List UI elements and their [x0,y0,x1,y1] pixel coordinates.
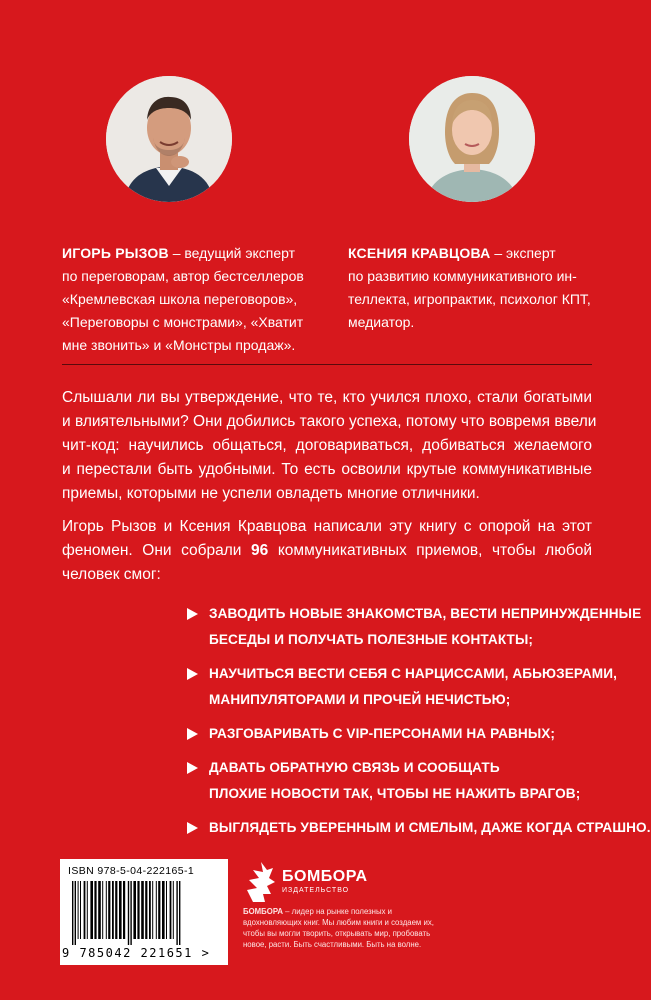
barcode-bar [145,881,147,939]
publisher-desc-text: – лидер на рынке полезных и вдохновляющих книг. Мы любим книги и создаем их, чтобы вы могли творить, открывать мир, пробовать новое, расти. Быть счастливыми. Быть на волне. [243,907,434,949]
barcode-bar [166,881,167,939]
barcode-bar [108,881,110,939]
barcode-bars [72,881,218,945]
list-item-text: ПЛОХИЕ НОВОСТИ ТАК, ЧТОБЫ НЕ НАЖИТЬ ВРАГОВ; [209,786,581,801]
intro-line: приемы, которыми не успели овладеть многие отличники. [62,485,480,502]
bullet-triangle-icon [187,728,198,740]
barcode-bar [84,881,86,939]
intro-paragraph [62,386,597,506]
list-item [187,815,651,841]
list-item-text: БЕСЕДЫ И ПОЛУЧАТЬ ПОЛЕЗНЫЕ КОНТАКТЫ; [209,632,534,647]
isbn-barcode [60,859,228,965]
barcode-bar [152,881,153,939]
barcode-bar [149,881,151,939]
techniques-count: 96 [251,542,269,559]
barcode-bar [123,881,125,939]
barcode-bar [128,881,129,945]
barcode-digits: 9 785042 221651 > [62,946,211,960]
author-bio-igor [62,242,304,357]
man-portrait-icon [106,76,232,202]
bio-line: мне звонить» и «Монстры продаж». [62,337,296,353]
bio-line: теллекта, игропрактик, психолог КПТ, [348,291,591,307]
barcode-bar [173,881,174,939]
bio-line: по развитию коммуникативного ин- [348,268,577,284]
list-item-text: НАУЧИТЬСЯ ВЕСТИ СЕБЯ С НАРЦИССАМИ, АБЬЮЗЕРАМИ, [209,666,617,681]
author-name-igor: ИГОРЬ РЫЗОВ [62,245,169,261]
bullet-triangle-icon [187,668,198,680]
barcode-bar [78,881,79,939]
author-photo-ksenia [409,76,535,202]
barcode-bar [176,881,177,945]
barcode-bar [141,881,144,939]
author-photo-igor [106,76,232,202]
intro-line: Слышали ли вы утверждение, что те, кто учился плохо, стали богатыми [62,389,592,406]
barcode-bar [112,881,114,939]
barcode-bar [106,881,107,939]
barcode-bar [130,881,131,945]
section-divider [62,364,592,365]
barcode-bar [87,881,88,939]
intro-line: и перестали быть удобными. То есть освоили крутые коммуникативные [62,461,592,478]
second-line [62,539,592,563]
list-item-text: ДАВАТЬ ОБРАТНУЮ СВЯЗЬ И СООБЩАТЬ [209,760,500,775]
list-item-text: МАНИПУЛЯТОРАМИ И ПРОЧЕЙ НЕЧИСТЬЮ; [209,692,511,707]
list-item-text: ЗАВОДИТЬ НОВЫЕ ЗНАКОМСТВА, ВЕСТИ НЕПРИНУЖДЕННЫЕ [209,606,642,621]
list-item [187,755,607,807]
list-item-text: ВЫГЛЯДЕТЬ УВЕРЕННЫМ И СМЕЛЫМ, ДАЖЕ КОГДА СТРАШНО. [209,820,651,835]
barcode-bar [98,881,101,939]
second-line: человек смог: [62,566,161,583]
barcode-bar [115,881,117,939]
bullet-triangle-icon [187,822,198,834]
barcode-bar [80,881,81,939]
second-line-part: коммуникативных приемов, чтобы любой [268,542,592,559]
bio-line: по переговорам, автор бестселлеров [62,268,304,284]
woman-portrait-icon [409,76,535,202]
bullet-triangle-icon [187,762,198,774]
list-item [187,721,607,747]
list-item [187,601,642,653]
intro-line: и влиятельными? Они добились такого успеха, потому что вовремя ввели [62,413,597,430]
bio-line: медиатор. [348,314,415,330]
list-item [187,661,617,713]
bio-line: – эксперт [494,245,556,261]
barcode-bar [72,881,73,945]
barcode-bar [179,881,180,945]
bio-line: – ведущий эксперт [172,245,296,261]
barcode-bar [158,881,160,939]
second-line: Игорь Рызов и Ксения Кравцова написали эту книгу с опорой на этот [62,518,592,535]
bullet-triangle-icon [187,608,198,620]
publisher-subtitle: ИЗДАТЕЛЬСТВО [282,887,350,894]
barcode-bar [102,881,103,939]
barcode-bar [119,881,122,939]
skills-list [187,601,651,841]
isbn-text: ISBN 978-5-04-222165-1 [68,865,195,877]
bomb-logo-icon [243,858,277,902]
second-paragraph [62,515,592,587]
barcode-bar [170,881,172,939]
bio-line: «Кремлевская школа переговоров», [62,291,298,307]
intro-line: чит-код: научились общаться, договариваться, добиваться желаемого [62,437,592,454]
barcode-bar [162,881,165,939]
bio-line: «Переговоры с монстрами», «Хватит [62,314,304,330]
author-bio-ksenia [348,242,591,334]
publisher-name: БОМБОРА [282,868,368,885]
barcode-bar [133,881,136,939]
barcode-bar [156,881,157,939]
list-item-text: РАЗГОВАРИВАТЬ С VIP-ПЕРСОНАМИ НА РАВНЫХ; [209,726,556,741]
second-line-part: феномен. Они собрали [62,542,252,559]
barcode-bar [90,881,93,939]
barcode-bar [137,881,139,939]
publisher-desc-lead: БОМБОРА [243,907,283,916]
barcode-bar [94,881,96,939]
publisher-description [243,906,443,950]
author-name-ksenia: КСЕНИЯ КРАВЦОВА [348,245,491,261]
barcode-bar [75,881,76,945]
